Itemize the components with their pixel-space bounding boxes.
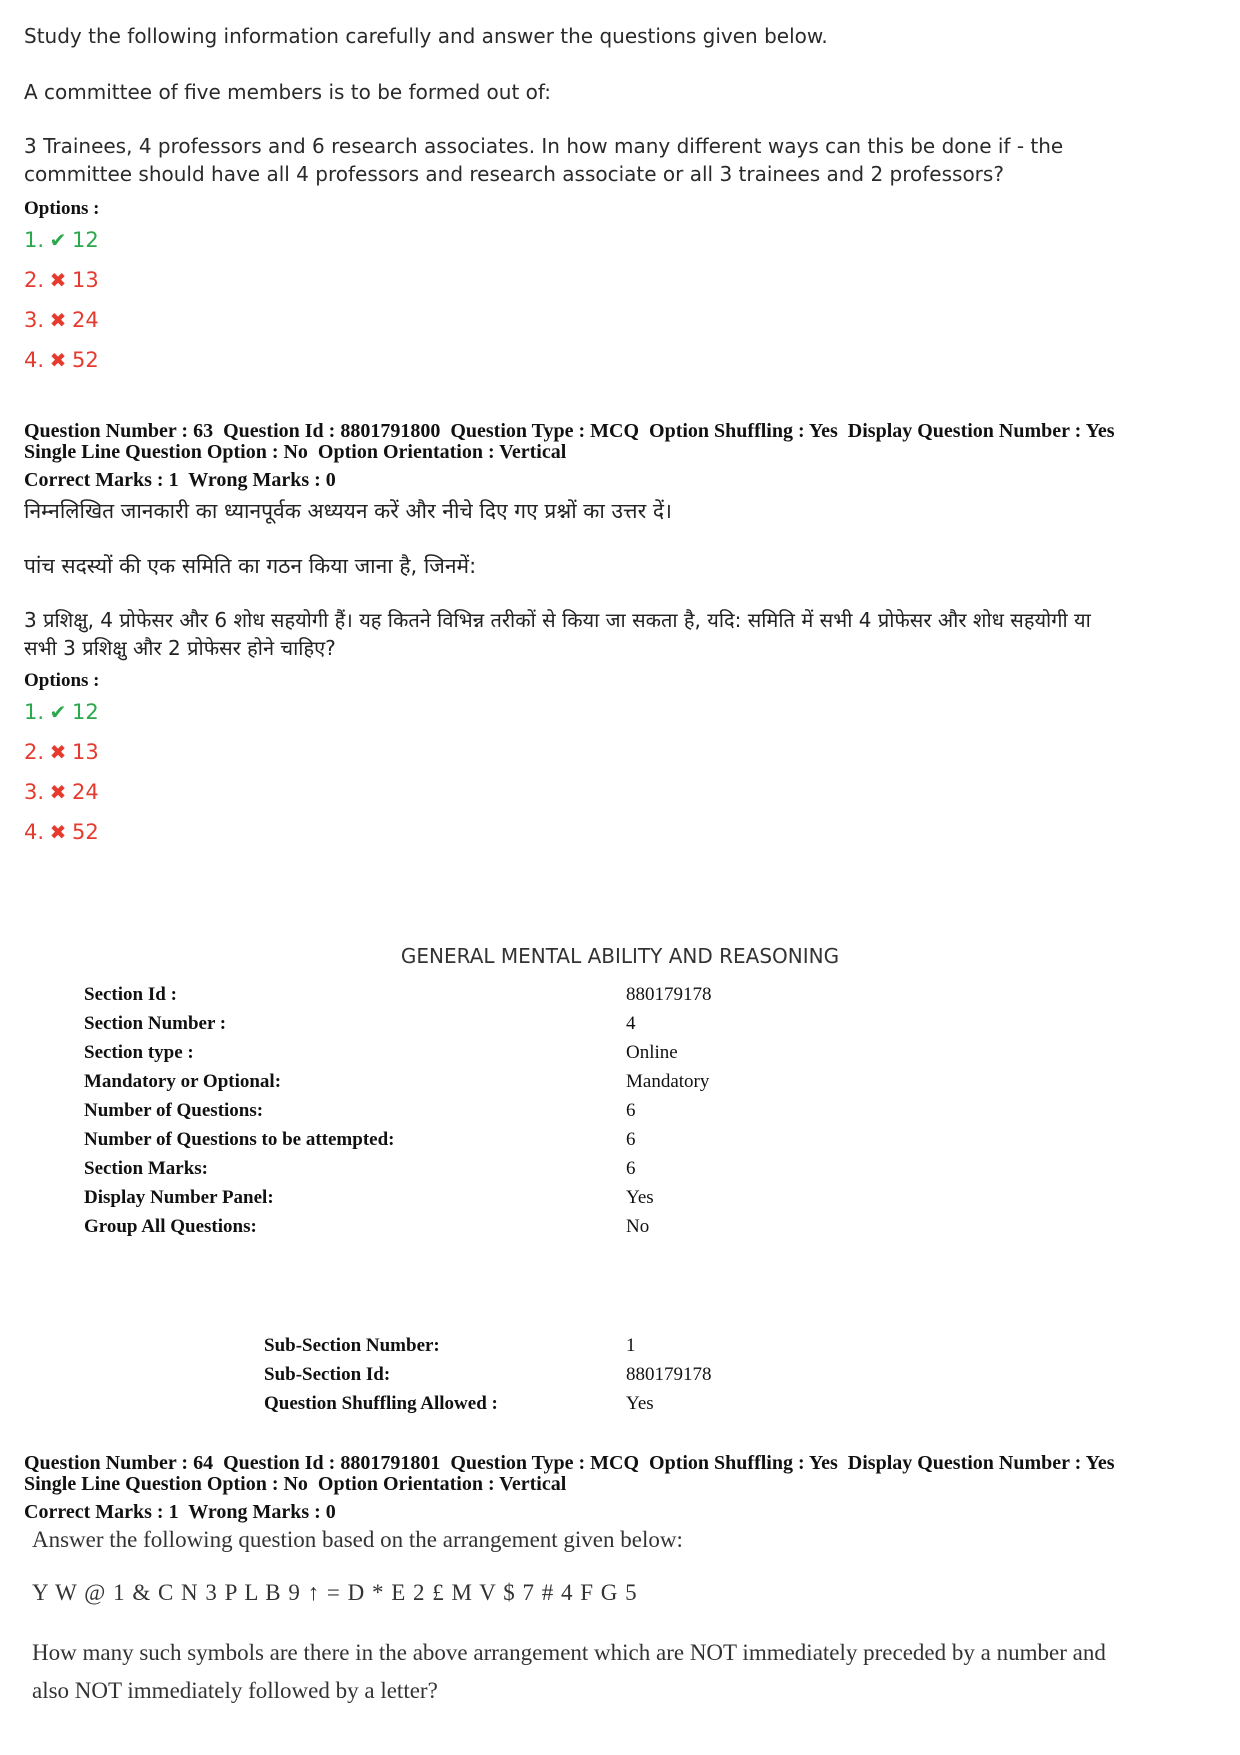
option-value: 52 [72, 820, 99, 844]
option-number: 1. [24, 700, 45, 724]
q62-question-line2: committee should have all 4 professors and research associate or all 3 trainees and 2 professors? [24, 162, 1004, 186]
row-value: Online [626, 1042, 678, 1063]
row-value: No [626, 1216, 650, 1237]
row-key: Number of Questions: [84, 1100, 264, 1121]
q64-meta-line2: Single Line Question Option : No Option Orientation : Vertical [24, 1473, 567, 1495]
q63-marks: Correct Marks : 1 Wrong Marks : 0 [24, 469, 336, 491]
q63-meta-line2: Single Line Question Option : No Option Orientation : Vertical [24, 441, 567, 463]
cross-icon: ✖ [49, 268, 67, 292]
q64-question-line2: also NOT immediately followed by a letter? [32, 1678, 438, 1703]
q62-options-label: Options : [24, 198, 100, 219]
option-number: 1. [24, 228, 45, 252]
q63-options-label: Options : [24, 670, 100, 691]
q63-option-3[interactable] [24, 780, 99, 804]
q64-marks: Correct Marks : 1 Wrong Marks : 0 [24, 1501, 336, 1523]
q63-option-1[interactable] [24, 700, 99, 724]
row-value: Yes [626, 1393, 654, 1414]
option-number: 3. [24, 308, 45, 332]
q64-arrangement: Y W @ 1 & C N 3 P L B 9 ↑ = D * E 2 £ M V $ 7 # 4 F G 5 [32, 1580, 638, 1605]
row-key: Sub-Section Number: [264, 1335, 440, 1356]
option-value: 24 [72, 308, 99, 332]
option-value: 13 [72, 740, 99, 764]
q62-premise: A committee of five members is to be formed out of: [24, 80, 551, 104]
q62-option-3[interactable] [24, 308, 99, 332]
row-value: Yes [626, 1187, 654, 1208]
subsection-info-table [264, 1335, 864, 1425]
q63-option-2[interactable] [24, 740, 99, 764]
q63-instruction-hi: निम्नलिखित जानकारी का ध्यानपूर्वक अध्ययन करें और नीचे दिए गए प्रश्नों का उत्तर दें। [24, 499, 672, 523]
row-key: Number of Questions to be attempted: [84, 1129, 395, 1150]
section-title: GENERAL MENTAL ABILITY AND REASONING [400, 944, 840, 968]
q63-option-4[interactable] [24, 820, 99, 844]
check-icon: ✔ [49, 228, 67, 252]
option-number: 4. [24, 348, 45, 372]
row-value: 1 [626, 1335, 636, 1356]
row-key: Section Number : [84, 1013, 227, 1034]
q62-option-4[interactable] [24, 348, 99, 372]
q62-instruction: Study the following information carefully and answer the questions given below. [24, 24, 828, 48]
check-icon: ✔ [49, 700, 67, 724]
row-value: 880179178 [626, 1364, 712, 1385]
option-value: 13 [72, 268, 99, 292]
q63-question-hi-line2: सभी 3 प्रशिक्षु और 2 प्रोफेसर होने चाहिए? [24, 636, 336, 660]
q63-premise-hi: पांच सदस्यों की एक समिति का गठन किया जाना है, जिनमें: [24, 554, 477, 578]
row-key: Section Id : [84, 984, 177, 1005]
option-number: 4. [24, 820, 45, 844]
cross-icon: ✖ [49, 308, 67, 332]
section-info-table [84, 984, 884, 1244]
row-value: 6 [626, 1158, 636, 1179]
option-value: 12 [72, 228, 99, 252]
row-value: 880179178 [626, 984, 712, 1005]
cross-icon: ✖ [49, 348, 67, 372]
q62-option-1[interactable] [24, 228, 99, 252]
row-key: Group All Questions: [84, 1216, 257, 1237]
cross-icon: ✖ [49, 780, 67, 804]
q63-question-hi-line1: 3 प्रशिक्षु, 4 प्रोफेसर और 6 शोध सहयोगी हैं। यह कितने विभिन्न तरीकों से किया जा सकता है, यदि: समिति में सभी 4 प्रोफेसर और शोध सहयोगी या [24, 608, 1091, 632]
row-key: Sub-Section Id: [264, 1364, 391, 1385]
q64-instruction: Answer the following question based on the arrangement given below: [32, 1527, 683, 1552]
row-value: Mandatory [626, 1071, 710, 1092]
option-number: 3. [24, 780, 45, 804]
row-value: 6 [626, 1100, 636, 1121]
q62-question-line1: 3 Trainees, 4 professors and 6 research associates. In how many different ways can this be done if - the [24, 134, 1064, 158]
option-number: 2. [24, 268, 45, 292]
option-number: 2. [24, 740, 45, 764]
cross-icon: ✖ [49, 740, 67, 764]
option-value: 24 [72, 780, 99, 804]
q64-question-line1: How many such symbols are there in the above arrangement which are NOT immediately preceded by a number and [32, 1640, 1106, 1665]
row-key: Section type : [84, 1042, 194, 1063]
row-key: Section Marks: [84, 1158, 209, 1179]
row-key: Mandatory or Optional: [84, 1071, 282, 1092]
option-value: 52 [72, 348, 99, 372]
q63-meta-line1: Question Number : 63 Question Id : 8801791800 Question Type : MCQ Option Shuffling : Yes Display Question Number : Yes [24, 420, 1115, 442]
cross-icon: ✖ [49, 820, 67, 844]
row-value: 6 [626, 1129, 636, 1150]
row-key: Display Number Panel: [84, 1187, 274, 1208]
q62-option-2[interactable] [24, 268, 99, 292]
option-value: 12 [72, 700, 99, 724]
row-key: Question Shuffling Allowed : [264, 1393, 498, 1414]
q64-meta-line1: Question Number : 64 Question Id : 8801791801 Question Type : MCQ Option Shuffling : Yes Display Question Number : Yes [24, 1452, 1115, 1474]
row-value: 4 [626, 1013, 636, 1034]
